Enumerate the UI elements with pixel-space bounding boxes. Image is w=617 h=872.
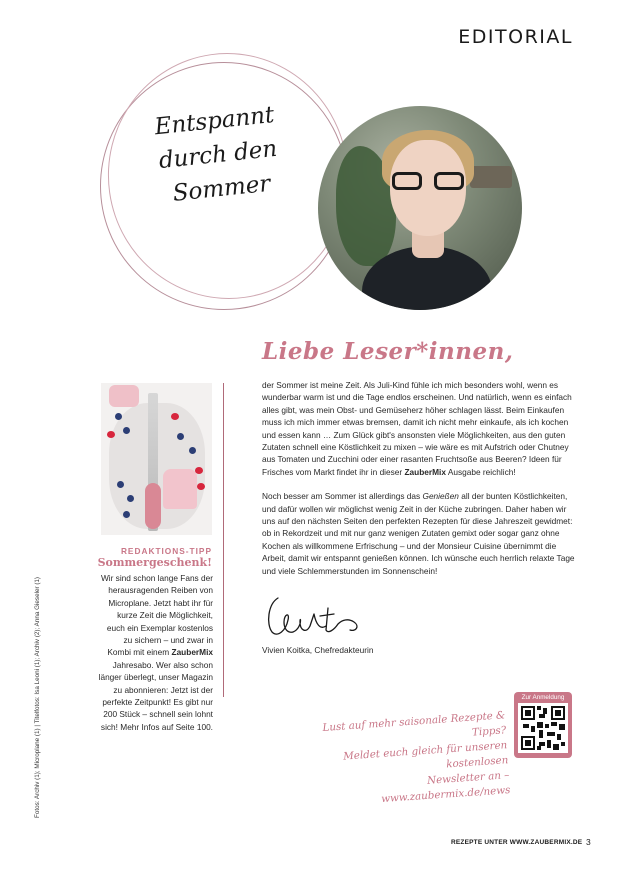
- headline-line-2: durch den: [157, 135, 279, 175]
- letter-salutation: Liebe Leser*innen,: [262, 338, 514, 365]
- tip-title: Sommergeschenk!: [97, 556, 212, 569]
- newsletter-line-1: Lust auf mehr saisonale Rezepte & Tipps?: [322, 709, 507, 739]
- letter-p2-rest: all der bunten Köstlichkeiten, und dafür wollen wir möglichst wenig Zeit in der Küche zubringen. Daher haben wir uns auf den nächsten Seiten den perfekten Rezepten für diese Jahreszeit gewidmet: ob in Rekordzeit und mit nur ganz wenigen Zutaten gemixt oder sogar ganz ohne Kochen als willkommene Erfrischung – und der Monsieur Cuisine übernimmt die Arbeit, damit wir entspannt genießen können. Ich wünsche euch herrlich relaxte Tage und viele Schlemmerstunden im Sonnenschein!: [262, 491, 575, 576]
- tip-divider-rule: [223, 383, 224, 697]
- editorial-headline: [143, 97, 293, 213]
- letter-p2-emphasis: Genießen: [422, 491, 459, 502]
- letter-p1-text: der Sommer ist meine Zeit. Als Juli-Kind fühle ich mich besonders wohl, wenn es wunderbar warm ist und die Tage endlos erscheinen. Und natürlich, wenn es einfach alles gibt, was mein Obst- und Gemüseherz höher schlagen lässt. Beim Einkaufen muss ich mich immer etwas bremsen, damit ich nicht mehr einkaufe, als ich kochen und essen kann … Zum Glück gibt's ansonsten viele Möglichkeiten, aus den guten Zutaten schnell eine Köstlichkeit zu mixen – wie wäre es mit Aufstrich oder Chutney aus Tomaten und Zucchini oder einer rasanten Fruchtsoße aus Beeren? Ideen für Frisches vom Markt findet ihr in dieser: [262, 380, 572, 477]
- newsletter-promo: [309, 708, 511, 811]
- section-title: EDITORIAL: [458, 26, 573, 48]
- photo-blueberry: [123, 427, 130, 434]
- qr-label: Zur Anmeldung: [521, 694, 565, 701]
- photo-credits: Fotos: Archiv (1); Microplane (1) | Titelfotos: Isa Leoni (1); Archiv (2); Anna Gieseler (1): [34, 576, 41, 818]
- tip-kicker: REDAKTIONS-TIPP: [120, 546, 212, 556]
- newsletter-qr-box[interactable]: [514, 692, 572, 758]
- photo-strawberry: [171, 413, 179, 420]
- letter-p1-brand: ZauberMix: [404, 466, 446, 477]
- photo-strawberry: [107, 431, 115, 438]
- background-shelf: [470, 166, 512, 188]
- photo-blueberry: [123, 511, 130, 518]
- microplane-grater-photo: [101, 383, 212, 535]
- headline-line-3: Sommer: [171, 170, 272, 207]
- letter-paragraph-2: [262, 490, 578, 577]
- qr-code-icon[interactable]: [518, 703, 568, 753]
- footer-url: REZEPTE UNTER WWW.ZAUBERMIX.DE: [451, 839, 583, 846]
- newsletter-line-2: Meldet euch gleich für unseren kostenlosen: [342, 739, 509, 771]
- editor-portrait-photo: [318, 106, 522, 310]
- signature-caption: Vivien Koitka, Chefredakteurin: [262, 645, 374, 655]
- newsletter-line-3: Newsletter an – www.zaubermix.de/news: [380, 769, 511, 806]
- photo-popsicle: [109, 385, 139, 407]
- photo-blueberry: [117, 481, 124, 488]
- photo-blueberry: [189, 447, 196, 454]
- editor-signature: [264, 590, 374, 642]
- letter-p1-end: Ausgabe reichlich!: [447, 466, 516, 477]
- photo-blueberry: [177, 433, 184, 440]
- photo-popsicle: [163, 469, 197, 509]
- tip-text-brand: ZauberMix: [171, 647, 213, 658]
- photo-grater-handle: [145, 483, 161, 529]
- tip-text-end: Jahresabo. Wer also schon länger überlegt, unser Magazin zu abonnieren: Jetzt ist der perfekte Zeitpunkt! Es gibt nur 200 Stück – schnell sein lohnt sich! Mehr Infos auf Seite 100.: [98, 659, 213, 732]
- photo-strawberry: [195, 467, 203, 474]
- tip-text-start: Wir sind schon lange Fans der herausragenden Reiben von Microplane. Jetzt habt ihr für kurze Zeit die Möglichkeit, euch ein Exemplar kostenlos zu sichern – und zwar in Kombi mit einem: [100, 573, 213, 658]
- letter-p2-start: Noch besser am Sommer ist allerdings das: [262, 491, 421, 502]
- portrait-glasses: [392, 172, 464, 190]
- photo-blueberry: [115, 413, 122, 420]
- headline-line-1: Entspannt: [153, 101, 276, 141]
- page-number: 3: [586, 837, 591, 847]
- editorial-letter: [262, 379, 578, 589]
- photo-blueberry: [127, 495, 134, 502]
- photo-strawberry: [197, 483, 205, 490]
- letter-paragraph-1: [262, 379, 578, 478]
- tip-body: [98, 572, 213, 733]
